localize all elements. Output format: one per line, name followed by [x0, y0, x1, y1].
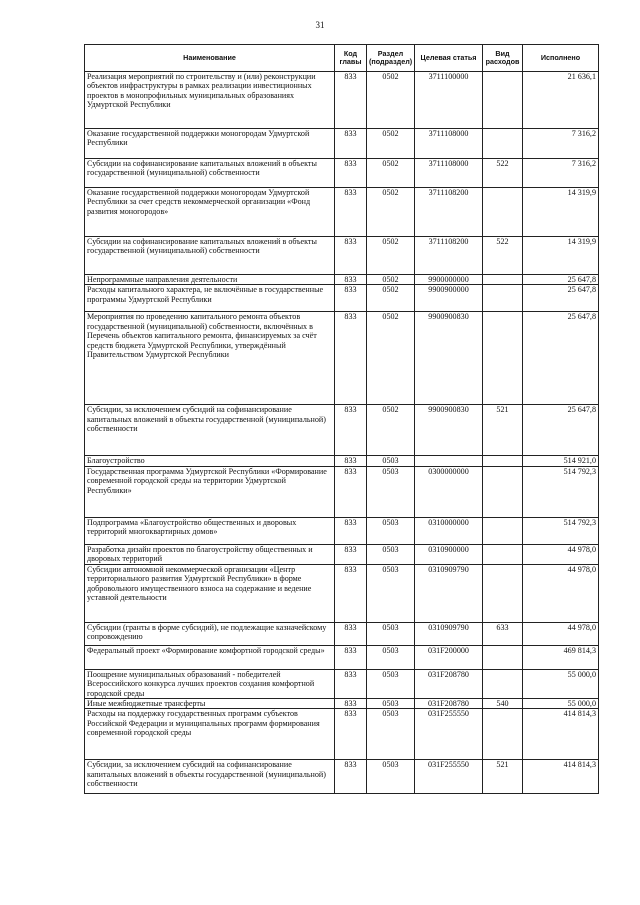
cell-name: Расходы капитального характера, не включённые в государственные программы Удмуртской Республики — [85, 285, 335, 312]
cell-type — [483, 312, 523, 405]
cell-target: 9900900000 — [415, 285, 483, 312]
cell-code: 833 — [335, 275, 367, 285]
cell-code: 833 — [335, 456, 367, 466]
cell-type — [483, 188, 523, 237]
table-row — [85, 760, 599, 794]
cell-name: Реализация мероприятий по строительству и (или) реконструкции объектов инфраструктуры в рамках реализации инвестиционных проектов в монопрофильных муниципальных образованиях Удмуртской Республики — [85, 72, 335, 129]
cell-executed: 25 647,8 — [523, 312, 599, 405]
table-row — [85, 669, 599, 698]
cell-code: 833 — [335, 622, 367, 645]
cell-name: Мероприятия по проведению капитального ремонта объектов государственной (муниципальной) собственности, включённых в Перечень объектов капитального ремонта, финансируемых за счёт средств бюджета Удмуртской Республики, утверждённый Правительством Удмуртской Республики — [85, 312, 335, 405]
cell-section: 0503 — [367, 622, 415, 645]
cell-target: 0310000000 — [415, 517, 483, 544]
cell-code: 833 — [335, 72, 367, 129]
cell-code: 833 — [335, 466, 367, 517]
table-row — [85, 456, 599, 466]
cell-target: 9900900830 — [415, 312, 483, 405]
cell-executed: 414 814,3 — [523, 760, 599, 794]
cell-executed: 414 814,3 — [523, 709, 599, 760]
cell-target: 9900900830 — [415, 405, 483, 456]
cell-section: 0503 — [367, 564, 415, 622]
cell-type — [483, 517, 523, 544]
cell-executed: 25 647,8 — [523, 285, 599, 312]
cell-code: 833 — [335, 237, 367, 275]
budget-table — [84, 44, 599, 794]
cell-target: 031F208780 — [415, 669, 483, 698]
cell-name: Субсидии (гранты в форме субсидий), не подлежащие казначейскому сопровождению — [85, 622, 335, 645]
cell-code: 833 — [335, 405, 367, 456]
cell-type — [483, 709, 523, 760]
cell-section: 0503 — [367, 760, 415, 794]
cell-section: 0503 — [367, 699, 415, 709]
cell-section: 0503 — [367, 645, 415, 669]
cell-section: 0503 — [367, 669, 415, 698]
cell-executed: 21 636,1 — [523, 72, 599, 129]
table-row — [85, 699, 599, 709]
cell-executed: 44 978,0 — [523, 622, 599, 645]
cell-executed: 55 000,0 — [523, 699, 599, 709]
cell-code: 833 — [335, 709, 367, 760]
cell-executed: 14 319,9 — [523, 237, 599, 275]
table-row — [85, 285, 599, 312]
header-code: Код главы — [335, 45, 367, 72]
cell-code: 833 — [335, 129, 367, 159]
table-row — [85, 466, 599, 517]
cell-code: 833 — [335, 564, 367, 622]
cell-type — [483, 72, 523, 129]
cell-code: 833 — [335, 312, 367, 405]
header-type: Вид расходов — [483, 45, 523, 72]
cell-type — [483, 544, 523, 564]
cell-type: 521 — [483, 760, 523, 794]
cell-target: 3711108000 — [415, 159, 483, 188]
cell-section: 0503 — [367, 466, 415, 517]
cell-type: 521 — [483, 405, 523, 456]
cell-name: Расходы на поддержку государственных программ субъектов Российской Федерации и муниципальных программ формирования современной городской среды — [85, 709, 335, 760]
cell-name: Благоустройство — [85, 456, 335, 466]
cell-executed: 44 978,0 — [523, 564, 599, 622]
cell-executed: 44 978,0 — [523, 544, 599, 564]
cell-target: 3711108200 — [415, 188, 483, 237]
cell-target: 0310909790 — [415, 564, 483, 622]
cell-executed: 469 814,3 — [523, 645, 599, 669]
cell-name: Разработка дизайн проектов по благоустройству общественных и дворовых территорий — [85, 544, 335, 564]
table-row — [85, 275, 599, 285]
cell-section: 0502 — [367, 72, 415, 129]
header-name: Наименование — [85, 45, 335, 72]
cell-name: Непрограммные направления деятельности — [85, 275, 335, 285]
cell-executed: 7 316,2 — [523, 159, 599, 188]
table-row — [85, 72, 599, 129]
cell-type — [483, 645, 523, 669]
table-row — [85, 564, 599, 622]
cell-section: 0502 — [367, 275, 415, 285]
cell-name: Субсидии, за исключением субсидий на софинансирование капитальных вложений в объекты государственной (муниципальной) собственности — [85, 405, 335, 456]
cell-code: 833 — [335, 760, 367, 794]
cell-code: 833 — [335, 159, 367, 188]
cell-name: Иные межбюджетные трансферты — [85, 699, 335, 709]
cell-type — [483, 669, 523, 698]
table-row — [85, 709, 599, 760]
cell-type — [483, 129, 523, 159]
cell-executed: 514 921,0 — [523, 456, 599, 466]
cell-section: 0503 — [367, 544, 415, 564]
cell-target: 031F200000 — [415, 645, 483, 669]
table-row — [85, 188, 599, 237]
cell-name: Оказание государственной поддержки моногородам Удмуртской Республики — [85, 129, 335, 159]
table-row — [85, 159, 599, 188]
cell-name: Государственная программа Удмуртской Республики «Формирование современной городской среды на территории Удмуртской Республики» — [85, 466, 335, 517]
table-row — [85, 645, 599, 669]
cell-name: Субсидии, за исключением субсидий на софинансирование капитальных вложений в объекты государственной (муниципальной) собственности — [85, 760, 335, 794]
cell-executed: 7 316,2 — [523, 129, 599, 159]
table-row — [85, 129, 599, 159]
cell-code: 833 — [335, 285, 367, 312]
header-target: Целевая статья — [415, 45, 483, 72]
table-row — [85, 312, 599, 405]
cell-type: 522 — [483, 237, 523, 275]
table-row — [85, 622, 599, 645]
cell-target: 0310900000 — [415, 544, 483, 564]
cell-executed: 55 000,0 — [523, 669, 599, 698]
cell-section: 0503 — [367, 709, 415, 760]
table-header-row — [85, 45, 599, 72]
cell-section: 0502 — [367, 312, 415, 405]
cell-section: 0503 — [367, 517, 415, 544]
cell-type — [483, 564, 523, 622]
cell-executed: 25 647,8 — [523, 405, 599, 456]
cell-type — [483, 456, 523, 466]
cell-name: Поощрение муниципальных образований - победителей Всероссийского конкурса лучших проектов создания комфортной городской среды — [85, 669, 335, 698]
cell-type: 540 — [483, 699, 523, 709]
cell-name: Оказание государственной поддержки моногородам Удмуртской Республики за счет средств некоммерческой организации «Фонд развития моногородов» — [85, 188, 335, 237]
cell-target: 0300000000 — [415, 466, 483, 517]
cell-code: 833 — [335, 544, 367, 564]
cell-section: 0502 — [367, 237, 415, 275]
cell-target: 3711108000 — [415, 129, 483, 159]
cell-target: 0310909790 — [415, 622, 483, 645]
cell-executed: 25 647,8 — [523, 275, 599, 285]
cell-target: 031F255550 — [415, 760, 483, 794]
cell-target — [415, 456, 483, 466]
cell-name: Федеральный проект «Формирование комфортной городской среды» — [85, 645, 335, 669]
cell-section: 0502 — [367, 129, 415, 159]
cell-code: 833 — [335, 188, 367, 237]
cell-code: 833 — [335, 645, 367, 669]
cell-target: 3711100000 — [415, 72, 483, 129]
cell-section: 0502 — [367, 188, 415, 237]
cell-type — [483, 275, 523, 285]
cell-executed: 14 319,9 — [523, 188, 599, 237]
cell-type: 522 — [483, 159, 523, 188]
table-row — [85, 544, 599, 564]
cell-code: 833 — [335, 669, 367, 698]
header-section: Раздел (подраздел) — [367, 45, 415, 72]
cell-name: Субсидии на софинансирование капитальных вложений в объекты государственной (муниципальной) собственности — [85, 237, 335, 275]
cell-target: 9900000000 — [415, 275, 483, 285]
cell-type: 633 — [483, 622, 523, 645]
cell-code: 833 — [335, 699, 367, 709]
cell-name: Субсидии на софинансирование капитальных вложений в объекты государственной (муниципальной) собственности — [85, 159, 335, 188]
cell-executed: 514 792,3 — [523, 466, 599, 517]
cell-target: 3711108200 — [415, 237, 483, 275]
cell-type — [483, 466, 523, 517]
cell-section: 0502 — [367, 159, 415, 188]
cell-name: Субсидии автономной некоммерческой организации «Центр территориального развития Удмуртской Республики» в форме добровольного имущественного взноса на содержание и ведение уставной деятельности — [85, 564, 335, 622]
table-row — [85, 237, 599, 275]
cell-code: 833 — [335, 517, 367, 544]
cell-section: 0502 — [367, 285, 415, 312]
cell-section: 0502 — [367, 405, 415, 456]
table-row — [85, 405, 599, 456]
cell-section: 0503 — [367, 456, 415, 466]
header-executed: Исполнено — [523, 45, 599, 72]
cell-name: Подпрограмма «Благоустройство общественных и дворовых территорий многоквартирных домов» — [85, 517, 335, 544]
table-row — [85, 517, 599, 544]
cell-type — [483, 285, 523, 312]
cell-target: 031F255550 — [415, 709, 483, 760]
cell-executed: 514 792,3 — [523, 517, 599, 544]
page-number: 31 — [315, 20, 325, 30]
cell-target: 031F208780 — [415, 699, 483, 709]
